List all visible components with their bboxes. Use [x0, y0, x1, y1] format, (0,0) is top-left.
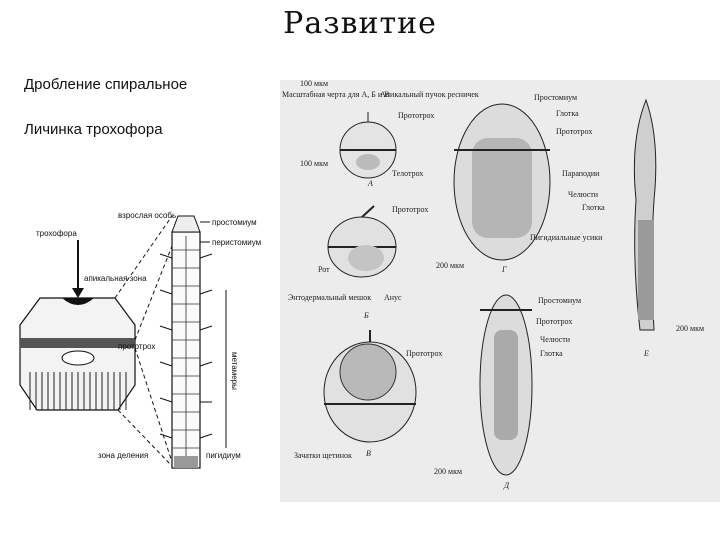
scale-label-a2: 100 мкм: [300, 159, 329, 168]
larva-g-gut: [472, 138, 532, 238]
label-prototroch-b: Прототрох: [392, 205, 429, 214]
label-trochophore: трохофора: [36, 229, 77, 238]
label-pygidium: пигидиум: [206, 451, 241, 460]
label-prototroch-v: Прототрох: [406, 349, 443, 358]
label-prostomium-g: Простомиум: [534, 93, 578, 102]
label-apical-zone: апикальная зона: [84, 274, 147, 283]
label-growth-zone: зона деления: [98, 451, 149, 460]
bullet-spiral-cleavage: Дробление спиральное: [24, 76, 188, 93]
label-peristomium: перистомиум: [212, 238, 262, 247]
label-prototroch-d: Прототрох: [536, 317, 573, 326]
label-jaws-d: Челюсти: [540, 335, 571, 344]
slide-title: Развитие: [283, 6, 437, 41]
larva-d-gut: [494, 330, 518, 440]
letter-d: Д: [504, 481, 510, 490]
label-epidermal-sac: Энтодермальный мешок: [288, 293, 372, 302]
label-pygidial-cirri: Пигидиальные усики: [530, 233, 603, 242]
scale-label-a: 100 мкм: [300, 79, 329, 88]
bullet-trochophore-larva: Личинка трохофора: [24, 121, 163, 138]
letter-g: Г: [502, 265, 507, 274]
label-prototroch-g: Прототрох: [556, 127, 593, 136]
label-mouth: Рот: [318, 265, 330, 274]
label-prototroch: прототрох: [118, 342, 156, 351]
label-pharynx-d: Глотка: [540, 349, 563, 358]
label-metameres: метамеры: [230, 352, 239, 390]
label-setae-v: Зачатки щетинок: [294, 451, 352, 460]
label-anus: Анус: [384, 293, 402, 302]
label-pharynx-e: Глотка: [582, 203, 605, 212]
scale-label-g: 200 мкм: [436, 261, 465, 270]
label-prostomium-d: Простомиум: [538, 296, 582, 305]
label-prototroch-a: Прототрох: [398, 111, 435, 120]
label-adult: взрослая особь: [118, 211, 177, 220]
letter-b: Б: [364, 311, 369, 320]
label-telotroch: Телотрох: [392, 169, 424, 178]
letter-e: Е: [644, 349, 649, 358]
letter-v: В: [366, 449, 371, 458]
label-prostomium: простомиум: [212, 218, 257, 227]
label-jaws-e: Челюсти: [568, 190, 599, 199]
scale-label-e: 200 мкм: [676, 324, 705, 333]
label-pharynx-g: Глотка: [556, 109, 579, 118]
larva-a-gut: [356, 154, 380, 170]
label-parapodia: Параподии: [562, 169, 600, 178]
letter-a: А: [368, 179, 373, 188]
scale-label-v: 200 мкм: [434, 467, 463, 476]
label-apical-tuft: Апикальный пучок ресничек: [380, 90, 479, 99]
larva-v-gut: [340, 344, 396, 400]
larva-e-gut: [638, 220, 654, 320]
scale-legend: Масштабная черта для А, Б и В: [282, 90, 390, 99]
larva-b-gut: [348, 245, 384, 271]
